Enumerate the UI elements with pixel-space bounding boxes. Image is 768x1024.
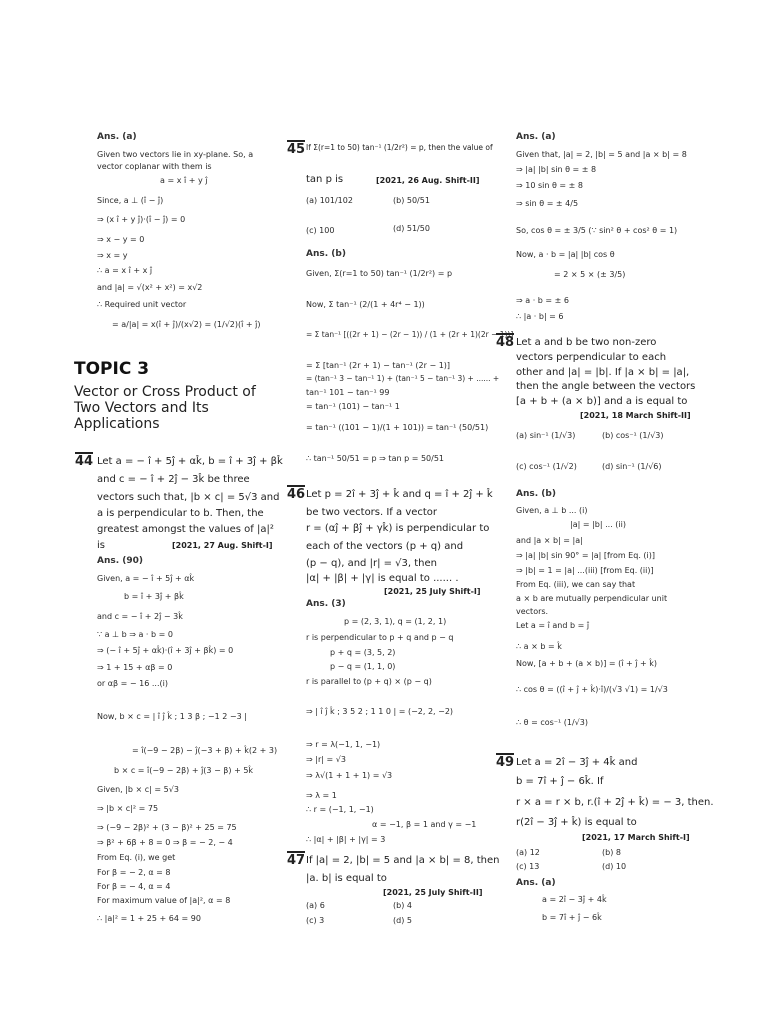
solution-line: = tan⁻¹ (101) − tan⁻¹ 1 <box>306 402 400 411</box>
solution-line: ∴ |a|² = 1 + 25 + 64 = 90 <box>97 914 201 923</box>
solution-line: ∴ |a · b| = 6 <box>516 312 564 321</box>
exam-reference: [2021, 17 March Shift-I] <box>582 833 690 842</box>
solution-line: ⇒ (−9 − 2β)² + (3 − β)² + 25 = 75 <box>97 823 237 832</box>
solution-line: Since, a ⊥ (î − ĵ) <box>97 196 164 205</box>
question-text: If Σ(r=1 to 50) tan⁻¹ (1/2r²) = p, then the value of <box>306 143 493 152</box>
solution-line: For β = − 2, α = 8 <box>97 868 171 877</box>
question-text: and c = − î + 2ĵ − 3k̂ be three <box>97 474 250 485</box>
topic-title: TOPIC 3 <box>74 359 150 379</box>
question-text: is <box>97 540 105 551</box>
solution-line: vector coplanar with them is <box>97 162 212 171</box>
option: (a) 12 <box>516 848 540 857</box>
question-number: 47 <box>287 853 306 868</box>
solution-line: ⇒ x − y = 0 <box>97 235 145 244</box>
solution-line: ∴ Required unit vector <box>97 300 187 309</box>
question-text: Let a = − î + 5ĵ + αk̂, b = î + 3ĵ + βk̂ <box>97 456 283 467</box>
solution-line: vectors. <box>516 607 549 616</box>
option: (a) sin⁻¹ (1/√3) <box>516 431 576 440</box>
solution-line: = a/|a| = x(î + ĵ)/(x√2) = (1/√2)(î + ĵ) <box>112 320 261 329</box>
option: (d) 5 <box>393 916 412 925</box>
solution-line: Let a = î and b = ĵ <box>516 621 590 630</box>
question-text: then the angle between the vectors <box>516 381 696 392</box>
solution-line: ⇒ x = y <box>97 251 128 260</box>
option: (b) cos⁻¹ (1/√3) <box>602 431 664 440</box>
question-text: other and |a| = |b|. If |a × b| = |a|, <box>516 367 690 378</box>
option: (a) 101/102 <box>306 196 353 205</box>
solution-line: a × b are mutually perpendicular unit <box>516 594 668 603</box>
exam-reference: [2021, 27 Aug. Shift-I] <box>172 541 273 550</box>
solution-line: ∴ r = (−1, 1, −1) <box>306 805 374 814</box>
solution-line: p − q = (1, 1, 0) <box>330 662 396 671</box>
solution-line: ⇒ (x î + y ĵ)·(î − ĵ) = 0 <box>97 215 186 224</box>
solution-line: From Eq. (i), we get <box>97 853 176 862</box>
solution-line: ⇒ |a| |b| sin 90° = |a| [from Eq. (i)] <box>516 551 655 560</box>
solution-line: For β = − 4, α = 4 <box>97 882 171 891</box>
solution-line: ⇒ λ = 1 <box>306 791 337 800</box>
solution-line: ⇒ β² + 6β + 8 = 0 ⇒ β = − 2, − 4 <box>97 838 233 847</box>
solution-line: So, cos θ = ± 3/5 (∵ sin² θ + cos² θ = 1) <box>516 226 678 235</box>
exam-reference: [2021, 25 July Shift-I] <box>384 587 481 596</box>
question-text: vectors such that, |b × c| = 5√3 and <box>97 492 280 503</box>
solution-line: ⇒ 1 + 15 + αβ = 0 <box>97 663 173 672</box>
solution-line: = Σ [tan⁻¹ (2r + 1) − tan⁻¹ (2r − 1)] <box>306 361 451 370</box>
option: (c) cos⁻¹ (1/√2) <box>516 462 577 471</box>
solution-line: Given, |b × c| = 5√3 <box>97 785 179 794</box>
solution-line: = (tan⁻¹ 3 − tan⁻¹ 1) + (tan⁻¹ 5 − tan⁻¹ 3) + ...... + <box>306 374 500 383</box>
question-text: r × a = r × b, r.(î + 2ĵ + k̂) = − 3, then. <box>516 797 714 808</box>
solution-line: ⇒ 10 sin θ = ± 8 <box>516 181 583 190</box>
question-text: |a. b| is equal to <box>306 873 387 884</box>
option: (c) 13 <box>516 862 540 871</box>
solution-line: Given, a = − î + 5ĵ + αk̂ <box>97 574 195 583</box>
solution-line: ⇒ |a| |b| sin θ = ± 8 <box>516 165 597 174</box>
question-number: 48 <box>496 335 515 350</box>
option: (b) 8 <box>602 848 621 857</box>
solution-line: = î(−9 − 2β) − ĵ(−3 + β) + k̂(2 + 3) <box>132 746 278 755</box>
question-number: 49 <box>496 755 515 770</box>
solution-line: ⇒ λ√(1 + 1 + 1) = √3 <box>306 771 393 780</box>
answer-label: Ans. (3) <box>306 599 346 609</box>
question-text: [a + b + (a × b)] and a is equal to <box>516 396 688 407</box>
option: (b) 4 <box>393 901 412 910</box>
solution-line: ⇒ (− î + 5ĵ + αk̂)·(î + 3ĵ + βk̂) = 0 <box>97 646 234 655</box>
solution-line: For maximum value of |a|², α = 8 <box>97 896 231 905</box>
question-text: r(2î − 3ĵ + k̂) is equal to <box>516 817 637 828</box>
option: (d) 10 <box>602 862 627 871</box>
exam-reference: [2021, 18 March Shift-II] <box>580 411 691 420</box>
topic-subtitle-line: Two Vectors and Its <box>74 400 209 416</box>
solution-line: Given that, |a| = 2, |b| = 5 and |a × b| = 8 <box>516 150 687 159</box>
answer-label: Ans. (a) <box>516 878 556 888</box>
answer-label: Ans. (b) <box>516 489 556 499</box>
solution-line: p + q = (3, 5, 2) <box>330 648 396 657</box>
question-text: (p − q), and |r| = √3, then <box>306 558 438 569</box>
question-text: tan p is <box>306 174 344 185</box>
determinant-line: ⇒ | î ĵ k̂ ; 3 5 2 ; 1 1 0 | = (−2, 2, −2) <box>306 707 454 716</box>
question-text: greatest amongst the values of |a|² <box>97 524 274 535</box>
option: (a) 6 <box>306 901 325 910</box>
solution-line: ⇒ r = λ(−1, 1, −1) <box>306 740 381 749</box>
solution-line: ⇒ sin θ = ± 4/5 <box>516 199 579 208</box>
topic-subtitle-line: Applications <box>74 416 160 432</box>
question-number: 44 <box>75 454 94 469</box>
solution-line: = tan⁻¹ ((101 − 1)/(1 + 101)) = tan⁻¹ (50/51) <box>306 423 489 432</box>
solution-line: ∴ a = x î + x ĵ <box>97 266 153 275</box>
option: (d) 51/50 <box>393 224 430 233</box>
solution-line: |a| = |b| ... (ii) <box>570 520 626 529</box>
solution-line: a = x î + y ĵ <box>160 176 208 185</box>
solution-line: ∴ a × b = k̂ <box>516 642 562 651</box>
answer-label: Ans. (a) <box>97 132 137 142</box>
question-text: vectors perpendicular to each <box>516 352 667 363</box>
option: (c) 100 <box>306 226 335 235</box>
solution-line: From Eq. (iii), we can say that <box>516 580 636 589</box>
answer-label: Ans. (a) <box>516 132 556 142</box>
solution-line: and |a × b| = |a| <box>516 536 583 545</box>
solution-line: and |a| = √(x² + x²) = x√2 <box>97 283 203 292</box>
option: (b) 50/51 <box>393 196 430 205</box>
option: (c) 3 <box>306 916 325 925</box>
solution-line: tan⁻¹ 101 − tan⁻¹ 99 <box>306 388 390 397</box>
question-text: Let p = 2î + 3ĵ + k̂ and q = î + 2ĵ + k̂ <box>306 489 493 500</box>
solution-line: ∵ a ⊥ b ⇒ a · b = 0 <box>97 630 173 639</box>
question-text: r = (αĵ + βĵ + γk̂) is perpendicular to <box>306 523 490 534</box>
solution-line: ⇒ a · b = ± 6 <box>516 296 569 305</box>
question-text: a is perpendicular to b. Then, the <box>97 508 264 519</box>
answer-label: Ans. (b) <box>306 249 346 259</box>
solution-line: r is parallel to (p + q) × (p − q) <box>306 677 432 686</box>
question-text: each of the vectors (p + q) and <box>306 541 464 552</box>
solution-line: Given, a ⊥ b ... (i) <box>516 506 588 515</box>
solution-line: ∴ cos θ = ((î + ĵ + k̂)·î)/(√3 √1) = 1/√3 <box>516 685 668 694</box>
question-number: 45 <box>287 142 306 157</box>
solution-line: b = 7î + ĵ − 6k̂ <box>542 913 602 922</box>
question-text: be two vectors. If a vector <box>306 507 438 518</box>
solution-line: b = î + 3ĵ + βk̂ <box>124 592 184 601</box>
answer-label: Ans. (90) <box>97 556 144 566</box>
topic-subtitle-line: Vector or Cross Product of <box>74 384 256 400</box>
solution-line: = Σ tan⁻¹ [((2r + 1) − (2r − 1)) / (1 + (2r + 1)(2r − 1))] <box>306 330 514 339</box>
question-number: 46 <box>287 487 306 502</box>
solution-line: and c = − î + 2ĵ − 3k̂ <box>97 612 183 621</box>
solution-line: or αβ = − 16 ...(i) <box>97 679 168 688</box>
solution-line: r is perpendicular to p + q and p − q <box>306 633 454 642</box>
solution-line: Given two vectors lie in xy-plane. So, a <box>97 150 254 159</box>
solution-line: ⇒ |b| = 1 = |a| ...(iii) [from Eq. (ii)] <box>516 566 654 575</box>
determinant-line: Now, b × c = | î ĵ k̂ ; 1 3 β ; −1 2 −3 | <box>97 712 247 721</box>
solution-line: ⇒ |r| = √3 <box>306 755 346 764</box>
solution-line: ∴ θ = cos⁻¹ (1/√3) <box>516 718 588 727</box>
question-text: |α| + |β| + |γ| is equal to ...... . <box>306 573 459 584</box>
option: (d) sin⁻¹ (1/√6) <box>602 462 662 471</box>
question-text: b = 7î + ĵ − 6k̂. If <box>516 776 604 787</box>
solution-line: Now, [a + b + (a × b)] = (î + ĵ + k̂) <box>516 659 658 668</box>
question-text: Let a and b be two non-zero <box>516 337 657 348</box>
solution-line: ⇒ |b × c|² = 75 <box>97 804 159 813</box>
solution-line: Now, a · b = |a| |b| cos θ <box>516 250 615 259</box>
solution-line: Given, Σ(r=1 to 50) tan⁻¹ (1/2r²) = p <box>306 269 453 278</box>
question-text: If |a| = 2, |b| = 5 and |a × b| = 8, then <box>306 855 500 866</box>
solution-line: ∴ tan⁻¹ 50/51 = p ⇒ tan p = 50/51 <box>306 454 444 463</box>
exam-reference: [2021, 25 July Shift-II] <box>383 888 483 897</box>
solution-line: a = 2î − 3ĵ + 4k̂ <box>542 895 607 904</box>
solution-line: α = −1, β = 1 and γ = −1 <box>372 820 477 829</box>
question-text: Let a = 2î − 3ĵ + 4k̂ and <box>516 757 638 768</box>
solution-line: b × c = î(−9 − 2β) + ĵ(3 − β) + 5k̂ <box>114 766 254 775</box>
solution-line: ∴ |α| + |β| + |γ| = 3 <box>306 835 386 844</box>
solution-line: = 2 × 5 × (± 3/5) <box>554 270 626 279</box>
solution-line: Now, Σ tan⁻¹ (2/(1 + 4r⁴ − 1)) <box>306 300 425 309</box>
solution-line: p = (2, 3, 1), q = (1, 2, 1) <box>344 617 447 626</box>
exam-reference: [2021, 26 Aug. Shift-II] <box>376 176 480 185</box>
